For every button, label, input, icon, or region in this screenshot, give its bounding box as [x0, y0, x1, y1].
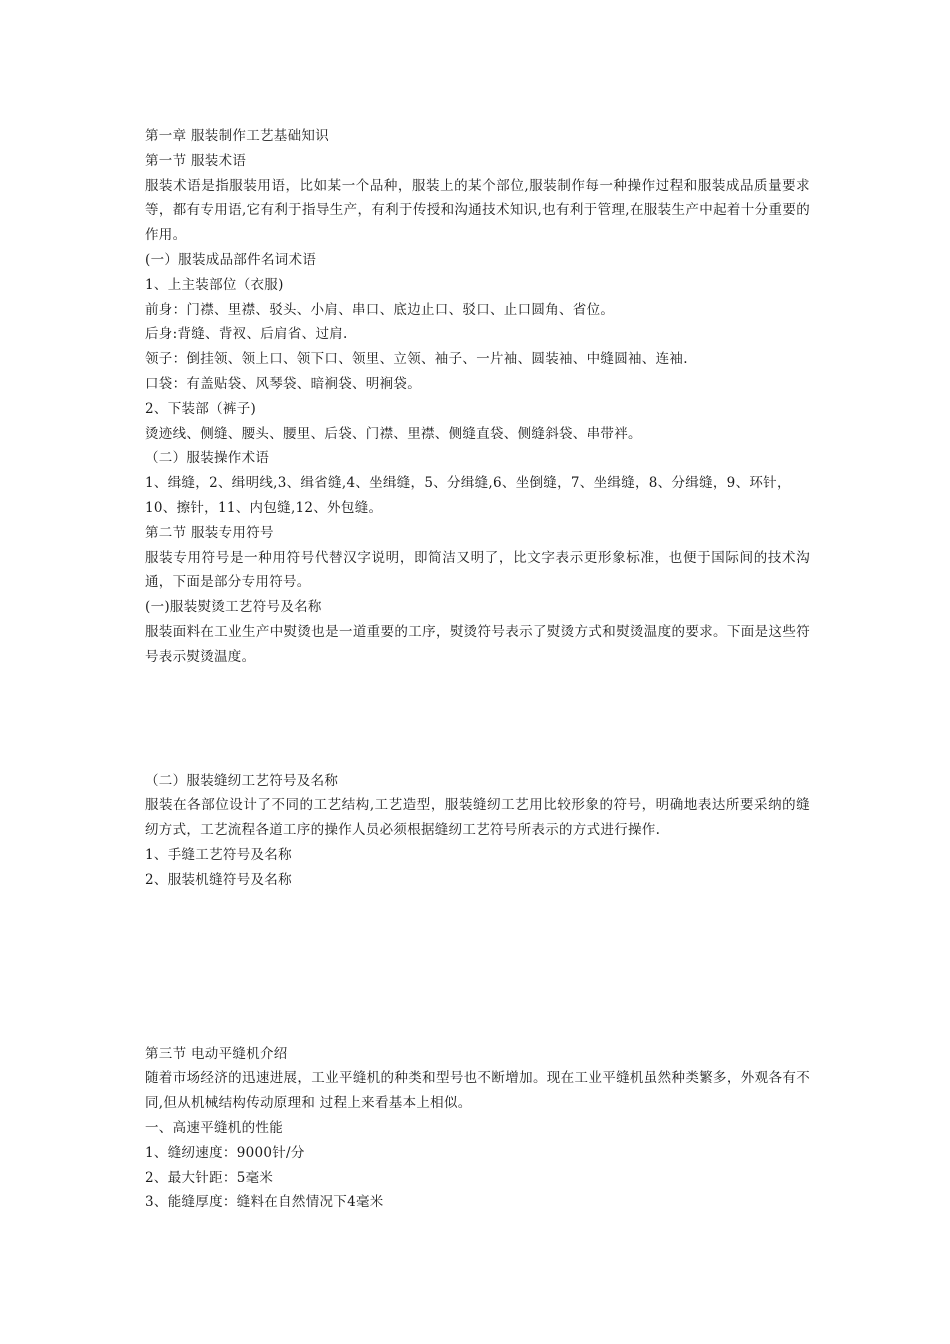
hand-sewing-heading: 1、手缝工艺符号及名称: [145, 846, 292, 863]
performance-heading: 一、高速平缝机的性能: [145, 1119, 283, 1136]
document-page: [145, 124, 810, 1215]
section-3-intro: 随着市场经济的迅速进展，工业平缝机的种类和型号也不断增加。现在工业平缝机虽然种类繁多，外观各有不同,但从机械结构传动原理和 过程上来看基本上相似。: [145, 1070, 810, 1112]
pocket-terms: 口袋：有盖贴袋、风琴袋、暗裥袋、明裥袋。: [145, 375, 421, 392]
back-body-terms: 后身:背缝、背衩、后肩省、过肩.: [145, 326, 348, 343]
part-2-heading: （二）服装操作术语: [145, 450, 270, 467]
section-3-title: 第三节 电动平缝机介绍: [145, 1045, 288, 1062]
machine-sewing-heading: 2、服装机缝符号及名称: [145, 871, 292, 888]
sewing-symbols-figure-space: [145, 893, 810, 1042]
section-1-title: 第一节 服装术语: [145, 152, 247, 169]
operation-terms-line-1: 1、缉缝，2、缉明线,3、缉省缝,4、坐缉缝，5、分缉缝,6、坐倒缝，7、坐缉缝，8、分缉缝，9、环针，: [145, 475, 791, 492]
top-garment-heading: 1、上主装部位（衣服): [145, 276, 284, 293]
sewing-thickness: 3、能缝厚度：缝料在自然情况下4毫米: [145, 1194, 384, 1211]
sewing-symbols-heading: （二）服装缝纫工艺符号及名称: [145, 772, 339, 789]
max-stitch-length: 2、最大针距：5毫米: [145, 1169, 274, 1186]
section-2-title: 第二节 服装专用符号: [145, 524, 274, 541]
sewing-symbols-text: 服装在各部位设计了不同的工艺结构,工艺造型，服装缝纫工艺用比较形象的符号，明确地表达所要采纳的缝纫方式，工艺流程各道工序的操作人员必须根据缝纫工艺符号所表示的方式进行操作.: [145, 797, 810, 839]
front-body-terms: 前身：门襟、里襟、驳头、小肩、串口、底边止口、驳口、止口圆角、省位。: [145, 301, 615, 318]
section-2-intro: 服装专用符号是一种用符号代替汉字说明，即简洁又明了，比文字表示更形象标准，也便于国际间的技术沟通，下面是部分专用符号。: [145, 549, 810, 591]
bottom-garment-heading: 2、下装部（裤子): [145, 400, 257, 417]
ironing-symbols-text: 服装面料在工业生产中熨烫也是一道重要的工序，熨烫符号表示了熨烫方式和熨烫温度的要求。下面是这些符号表示熨烫温度。: [145, 623, 810, 665]
part-1-heading: (一）服装成品部件名词术语: [145, 251, 317, 268]
operation-terms-line-2: 10、擦针，11、内包缝,12、外包缝。: [145, 499, 383, 516]
bottom-garment-terms: 烫迹线、侧缝、腰头、腰里、后袋、门襟、里襟、侧缝直袋、侧缝斜袋、串带袢。: [145, 425, 642, 442]
section-1-intro: 服装术语是指服装用语，比如某一个品种，服装上的某个部位,服装制作每一种操作过程和服装成品质量要求等，都有专用语,它有利于指导生产，有利于传授和沟通技术知识,也有利于管理,在服装生产中起着十分重要的作用。: [145, 177, 810, 244]
ironing-symbols-figure-space: [145, 670, 810, 769]
ironing-symbols-heading: (一)服装熨烫工艺符号及名称: [145, 599, 322, 616]
collar-terms: 领子：倒挂领、领上口、领下口、领里、立领、袖子、一片袖、圆装袖、中缝圆袖、连袖.: [145, 351, 688, 368]
sewing-speed: 1、缝纫速度：9000针/分: [145, 1144, 305, 1161]
chapter-title: 第一章 服装制作工艺基础知识: [145, 128, 329, 144]
